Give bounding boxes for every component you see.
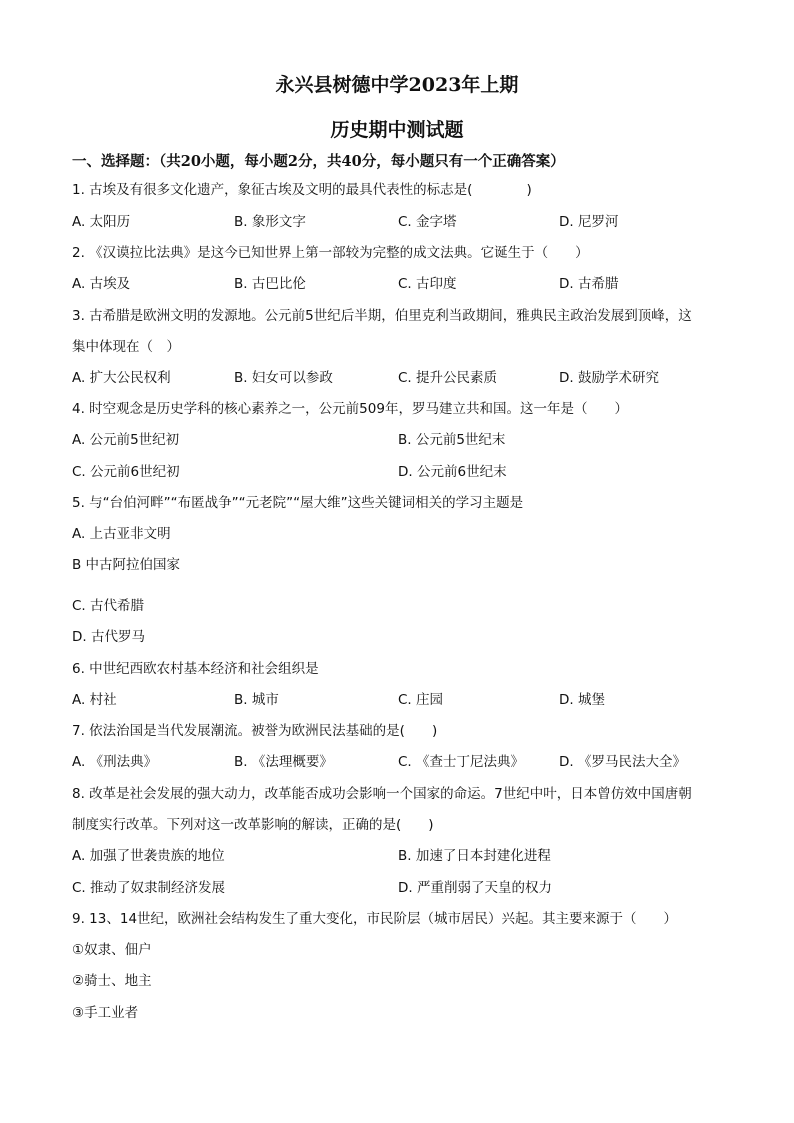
question-9-item-1: ①奴隶、佃户 [72,942,152,958]
question-5-option-a: A. 上古亚非文明 [72,526,171,542]
question-7-option-c: C. 《查士丁尼法典》 [398,754,525,770]
question-3-option-a: A. 扩大公民权利 [72,370,171,386]
question-4-option-b: B. 公元前5世纪末 [398,432,506,448]
question-8-option-c: C. 推动了奴隶制经济发展 [72,880,226,896]
question-5-option-c: C. 古代希腊 [72,598,145,614]
exam-title: 历史期中测试题 [330,119,464,141]
question-6-option-d: D. 城堡 [559,692,605,708]
question-3-option-c: C. 提升公民素质 [398,370,498,386]
question-2-stem: 2. 《汉谟拉比法典》是这今已知世界上第一部较为完整的成文法典。它诞生于（ ） [72,245,589,261]
question-8-option-b: B. 加速了日本封建化进程 [398,848,551,864]
question-6-option-b: B. 城市 [234,692,279,708]
question-4-option-d: D. 公元前6世纪末 [398,464,507,480]
question-7-option-a: A. 《刑法典》 [72,754,158,770]
question-9-item-3: ③手工业者 [72,1005,139,1021]
question-7-option-b: B. 《法理概要》 [234,754,333,770]
question-8-option-d: D. 严重削弱了天皇的权力 [398,880,552,896]
question-1-option-a: A. 太阳历 [72,214,131,230]
question-1-option-b: B. 象形文字 [234,214,306,230]
question-3-option-d: D. 鼓励学术研究 [559,370,659,386]
question-2-option-d: D. 古希腊 [559,276,619,292]
question-8-option-a: A. 加强了世袭贵族的地位 [72,848,225,864]
question-2-option-a: A. 古埃及 [72,276,131,292]
question-3-stem-line-2: 集中体现在（ ） [72,339,180,355]
question-5-option-d: D. 古代罗马 [72,629,145,645]
school-term-title: 永兴县树德中学2023年上期 [275,74,519,96]
question-1-option-d: D. 尼罗河 [559,214,619,230]
question-1-stem: 1. 古埃及有很多文化遗产，象征古埃及文明的最具代表性的标志是( ) [72,182,532,198]
question-9-item-2: ②骑士、地主 [72,973,152,989]
question-4-stem: 4. 时空观念是历史学科的核心素养之一，公元前509年，罗马建立共和国。这一年是（ ） [72,401,628,417]
question-5-option-b: B 中古阿拉伯国家 [72,557,181,573]
question-6-stem: 6. 中世纪西欧农村基本经济和社会组织是 [72,661,319,677]
question-7-option-d: D. 《罗马民法大全》 [559,754,686,770]
question-7-stem: 7. 依法治国是当代发展潮流。被誉为欧洲民法基础的是( ) [72,723,438,739]
question-6-option-a: A. 村社 [72,692,117,708]
question-4-option-a: A. 公元前5世纪初 [72,432,180,448]
question-5-stem: 5. 与“台伯河畔”“布匿战争”“元老院”“屋大维”这些关键词相关的学习主题是 [72,495,524,511]
question-4-option-c: C. 公元前6世纪初 [72,464,180,480]
question-2-option-b: B. 古巴比伦 [234,276,306,292]
question-8-stem-line-1: 8. 改革是社会发展的强大动力，改革能否成功会影响一个国家的命运。7世纪中叶，日本曾仿效中国唐朝 [72,786,692,802]
question-9-stem: 9. 13、14世纪，欧洲社会结构发生了重大变化，市民阶层（城市居民）兴起。其主要来源于（ ） [72,911,678,927]
question-8-stem-line-2: 制度实行改革。下列对这一改革影响的解读，正确的是( ) [72,817,434,833]
question-6-option-c: C. 庄园 [398,692,444,708]
question-1-option-c: C. 金字塔 [398,214,457,230]
section-heading: 一、选择题：（共20小题，每小题2分，共40分，每小题只有一个正确答案） [72,153,565,170]
question-3-stem-line-1: 3. 古希腊是欧洲文明的发源地。公元前5世纪后半期，伯里克利当政期间，雅典民主政治发展到顶峰，这 [72,308,692,324]
question-2-option-c: C. 古印度 [398,276,457,292]
question-3-option-b: B. 妇女可以参政 [234,370,333,386]
